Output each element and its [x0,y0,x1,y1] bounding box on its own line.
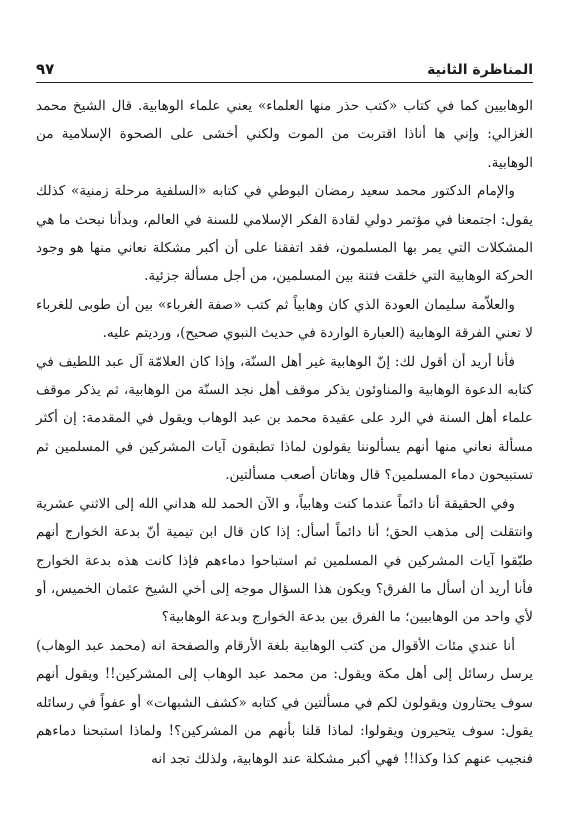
paragraph-3: والعلاّمة سليمان العودة الذي كان وهابياً ثم كتب «صفة الغرباء» بين أن طوبى للغرباء لا تعني الفرقة الوهابية (العبارة الواردة في حديث النبوي صحيح)، ورديتم عليه. [36,296,533,342]
paragraph-6: أنا عندي مئات الأقوال من كتب الوهابية بلغة الأرقام والصفحة انه (محمد عبد الوهاب) يرسل رسائل إلى أهل مكة ويقول: من محمد عبد الوهاب إلى المشركين!! ويقول أنهم سوف يحتارون ويقولون لكم في مسألتين في كتابه «كشف الشبهات» أو عفواً في رسائله يقول: سوف يتحيرون ويقولوا: لماذا قلنا بأنهم من المشركين؟! ولماذا استبحنا دماءهم فنجيب عنهم كذا وكذا!! فهي أكبر مشكلة عند الوهابية، ولذلك تجد انه [36,637,533,768]
paragraph-4: فأنا أريد أن أقول لك: إنّ الوهابية غير أهل السنّة، وإذا كان العلامّة آل عبد اللطيف في كتابه الدعوة الوهابية والمناوئون يذكر موقف أهل نجد السنّة من الوهابية، ثم يذكر موقف علماء أهل السنة في الرد على عقيدة محمد بن عبد الوهاب ويقول في المقدمة: إن أكثر مسألة نعاني منها أنهم يسألوننا يقولون لماذا تطبقون آيات المشركين في المسلمين ثم تستبيحون دماء المسلمين؟ قال وهاتان أصعب مسألتين. [36,353,533,484]
page-number: ٩٧ [36,60,55,78]
paragraph-1: الوهابيين كما في كتاب «كتب حذر منها العلماء» يعني علماء الوهابية. قال الشيخ محمد الغزالي: وإني ها أناذا اقتربت من الموت ولكني أخشى على الصحوة الإسلامية من الوهابية. [36,98,533,171]
running-title: المناظرة الثانية [427,62,533,78]
paragraph-2: والإمام الدكتور محمد سعيد رمضان البوطي في كتابه «السلفية مرحلة زمنية» كذلك يقول: اجتمعنا في مؤتمر دولي لقادة الفكر الإسلامي للسنة في العالم، وبدأنا نبحث ما هي المشكلات التي يمر بها المسلمون، فقد اتفقنا على أن أكبر مشكلة نعاني منها هو وجود الحركة الوهابية التي خلقت فتنة بين المسلمين، من أجل مسألة جزئية. [36,183,533,285]
page-header [36,52,533,83]
body-text [36,92,533,774]
paragraph-5: وفي الحقيقة أنا دائماً عندما كنت وهابياً، و الآن الحمد لله هداني الله إلى الاثني عشرية وانتقلت إلى مذهب الحق؛ أنا دائماً أسأل: إذا كان قال ابن تيمية أنّ بدعة الخوارج أنهم طبّقوا آيات المشركين في المسلمين ثم استباحوا دماءهم فإذا كانت هذه بدعة الخوارج فأنا أريد أن أسأل ما الفرق؟ ويكون هذا السؤال موجه إلى أخي الشيخ عثمان الخميس، أو لأي واحد من الوهابيين؛ ما الفرق بين بدعة الخوارج وبدعة الوهابية؟ [36,495,533,626]
